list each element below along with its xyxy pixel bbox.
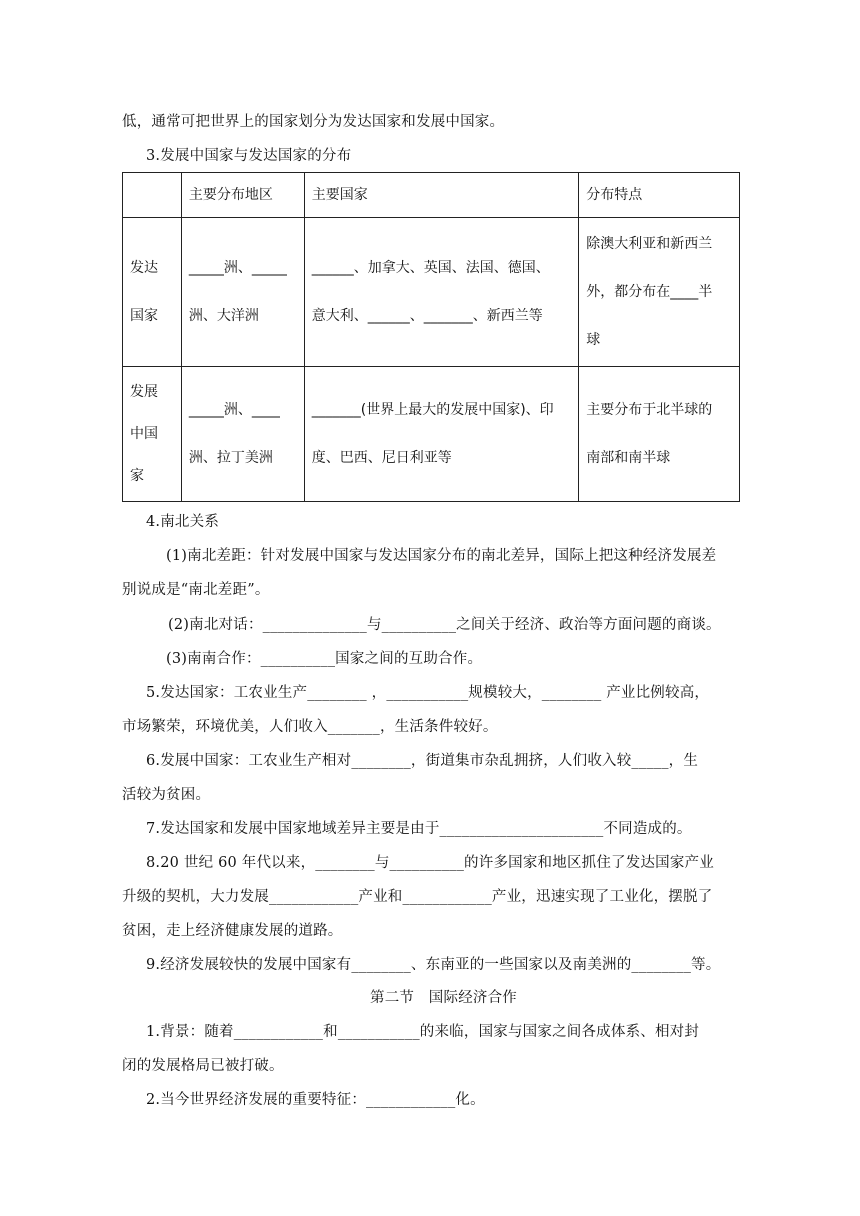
cell-text-line: 洲、大洋洲 bbox=[188, 308, 259, 324]
section-7: 7.发达国家和发展中国家地域差异主要是由于______________________不同造成的。 bbox=[146, 821, 692, 837]
table-cell-features bbox=[579, 367, 740, 502]
table-header-regions: 主要分布地区 bbox=[181, 173, 304, 218]
section-6-line1: 6.发展中国家：工农业生产相对________，街道集市杂乱拥挤，人们收入较_____，生 bbox=[146, 753, 699, 769]
intro-tail-text: 低，通常可把世界上的国家划分为发达国家和发展中国家。 bbox=[122, 114, 505, 130]
key-feature-line: 2.当今世界经济发展的重要特征：____________化。 bbox=[146, 1092, 485, 1108]
table-header-cell-empty bbox=[123, 173, 182, 218]
cell-text-line: _____洲、_____ bbox=[188, 260, 287, 276]
section-3-title: 3.发展中国家与发达国家的分布 bbox=[146, 148, 352, 164]
table-row-developed bbox=[123, 218, 740, 367]
section-8-line2: 升级的契机，大力发展____________产业和____________产业，迅速实现了工业化，摆脱了 bbox=[122, 889, 713, 905]
cell-text-line: 南部和南半球 bbox=[586, 450, 671, 466]
chapter-section-2-title: 第二节 国际经济合作 bbox=[370, 990, 517, 1006]
cell-text-line: 除澳大利亚和新西兰 bbox=[586, 236, 713, 252]
table-cell-countries bbox=[304, 218, 579, 367]
table-cell-type bbox=[123, 218, 182, 367]
table-header-row bbox=[123, 173, 740, 218]
cell-text-line: ______、加拿大、英国、法国、德国、 bbox=[311, 260, 550, 276]
table-header-features: 分布特点 bbox=[579, 173, 740, 218]
table-cell-type bbox=[123, 367, 182, 502]
cell-text-line: 国家 bbox=[130, 308, 158, 324]
table-row-developing bbox=[123, 367, 740, 502]
cell-text-line: 发达 bbox=[130, 260, 158, 276]
table-cell-regions bbox=[181, 218, 304, 367]
cell-text-line: 度、巴西、尼日利亚等 bbox=[311, 450, 452, 466]
cell-text-line: _____洲、____ bbox=[188, 402, 280, 418]
distribution-table bbox=[122, 172, 740, 502]
background-line2: 闭的发展格局已被打破。 bbox=[122, 1058, 284, 1074]
north-south-gap-line2: 别说成是“南北差距”。 bbox=[122, 582, 270, 598]
section-5-line2: 市场繁荣，环境优美，人们收入_______，生活条件较好。 bbox=[122, 719, 498, 735]
cell-text-line: 发展 bbox=[130, 384, 158, 400]
table-cell-regions bbox=[181, 367, 304, 502]
section-8-line1: 8.20 世纪 60 年代以来，________与__________的许多国家和地区抓住了发达国家产业 bbox=[146, 855, 714, 871]
table-header-countries: 主要国家 bbox=[304, 173, 579, 218]
cell-text-line: 洲、拉丁美洲 bbox=[188, 450, 273, 466]
cell-text-line: 外，都分布在____半 bbox=[586, 284, 713, 300]
cell-text-line: _______(世界上最大的发展中国家)、印 bbox=[311, 402, 554, 418]
cell-text-line: 主要分布于北半球的 bbox=[586, 402, 713, 418]
cell-text-line: 中国 bbox=[130, 426, 158, 442]
section-5-line1: 5.发达国家：工农业生产________ ，___________规模较大，________ 产业比例较高， bbox=[146, 685, 710, 701]
section-8-line3: 贫困，走上经济健康发展的道路。 bbox=[122, 923, 343, 939]
section-4-title: 4.南北关系 bbox=[146, 514, 220, 530]
table-cell-features bbox=[579, 218, 740, 367]
north-south-gap-line1: (1)南北差距：针对发展中国家与发达国家分布的南北差异，国际上把这种经济发展差 bbox=[166, 548, 717, 564]
cell-text-line: 意大利、______、_______、新西兰等 bbox=[311, 308, 543, 324]
south-south-cooperation: (3)南南合作：__________国家之间的互助合作。 bbox=[166, 651, 483, 667]
background-line1: 1.背景：随着____________和___________的来临，国家与国家之间各成体系、相对封 bbox=[146, 1024, 700, 1040]
cell-text-line: 球 bbox=[586, 332, 601, 348]
north-south-dialogue: (2)南北对话：______________与__________之间关于经济、政治等方面问题的商谈。 bbox=[168, 617, 721, 633]
table-cell-countries bbox=[304, 367, 579, 502]
section-6-line2: 活较为贫困。 bbox=[122, 787, 211, 803]
section-9: 9.经济发展较快的发展中国家有________、东南亚的一些国家以及南美洲的________等。 bbox=[146, 957, 721, 973]
cell-text-line: 家 bbox=[130, 468, 144, 484]
